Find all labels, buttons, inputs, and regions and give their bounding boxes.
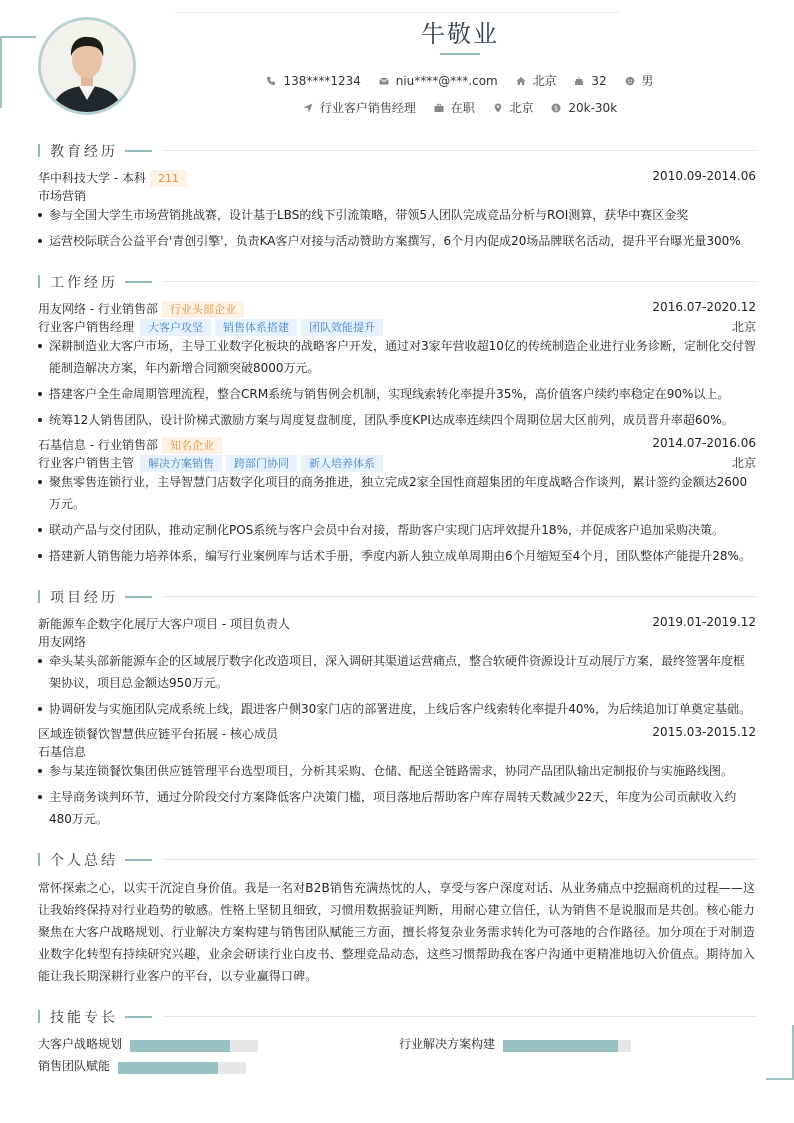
city-item: [516, 72, 557, 89]
candidate-name: 牛敬业: [421, 20, 499, 48]
position-text: 行业客户销售经理: [319, 101, 416, 115]
company-tag: 行业头部企业: [162, 301, 244, 318]
project-period: 2015.03-2015.12: [652, 725, 756, 739]
list-item: 统筹12人销售团队，设计阶梯式激励方案与周度复盘制度，团队季度KPI达成率连续四个周期位居大区前列，成员晋升率超60%。: [38, 409, 756, 431]
skill-level-bar: [503, 1040, 631, 1052]
email-item: [379, 74, 498, 88]
section-title: 工作经历: [50, 275, 118, 291]
mail-icon: [379, 76, 389, 86]
age-text: 32: [591, 74, 607, 88]
corner-decoration: [766, 1078, 794, 1080]
job-role: 行业客户销售主管: [38, 456, 135, 470]
briefcase-icon: [434, 103, 444, 113]
skill-name: 大客户战略规划: [38, 1037, 123, 1051]
cake-icon: [574, 76, 584, 86]
job-location: 北京: [731, 456, 756, 470]
salary-item: [551, 101, 617, 115]
project-org-text: 用友网络: [38, 635, 87, 649]
skill-tag: 解决方案销售: [140, 455, 222, 472]
home-icon: [516, 76, 526, 86]
phone-text: 138****1234: [283, 74, 361, 88]
list-item: 参与全国大学生市场营销挑战赛，设计基于LBS的线下引流策略，带领5人团队完成竞品分析与ROI测算，获华中赛区金奖: [38, 204, 756, 226]
section-work: [38, 272, 756, 290]
project-header: [38, 615, 756, 633]
school-name: 华中科技大学 - 本科: [38, 171, 146, 185]
target-city-text: 北京: [509, 101, 534, 115]
job-period: 2016.07-2020.12: [652, 300, 756, 314]
list-item: 搭建客户全生命周期管理流程，整合CRM系统与销售例会机制，实现线索转化率提升35%，高价值客户续约率稳定在90%以上。: [38, 383, 756, 405]
company-name: 用友网络 - 行业销售部: [38, 302, 158, 316]
section-title: 教育经历: [50, 144, 118, 160]
job-role: 行业客户销售经理: [38, 320, 135, 334]
section-summary: [38, 850, 756, 868]
list-item: 运营校际联合公益平台'青创引擎'，负责KA客户对接与活动赞助方案撰写，6个月内促成20场品牌联名活动，提升平台曝光量300%: [38, 230, 756, 252]
project-period: 2019.01-2019.12: [652, 615, 756, 629]
section-projects: [38, 587, 756, 605]
project-org: [38, 633, 756, 651]
skill-tag: 大客户攻坚: [140, 319, 211, 336]
job-role-row: [38, 318, 756, 336]
section-title: 个人总结: [50, 853, 118, 869]
send-icon: [303, 103, 313, 113]
list-item: 深耕制造业大客户市场，主导工业数字化板块的战略客户开发，通过对3家年营收超10亿的传统制造企业进行业务诊断，定制化交付智能制造解决方案，年内新增合同额突破8000万元。: [38, 335, 756, 379]
location-icon: [493, 103, 503, 113]
education-header: [38, 169, 756, 187]
money-icon: [551, 103, 561, 113]
gender-text: 男: [641, 74, 654, 88]
list-item: 牵头某头部新能源车企的区域展厅数字化改造项目，深入调研其渠道运营痛点，整合软硬件资源设计互动展厅方案，最终签署年度框架协议，项目总金额达950万元。: [38, 650, 756, 694]
contact-row: [0, 72, 794, 89]
gender-icon: [625, 76, 635, 86]
skill-tag: 销售体系搭建: [215, 319, 297, 336]
job-header: [38, 436, 756, 454]
job-location: 北京: [731, 320, 756, 334]
section-title: 项目经历: [50, 590, 118, 606]
svg-text:$: $: [554, 104, 559, 113]
section-skills: [38, 1007, 756, 1025]
list-item: 搭建新人销售能力培养体系，编写行业案例库与话术手册，季度内新人独立成单周期由6个月缩短至4个月，团队整体产能提升28%。: [38, 545, 756, 567]
status-item: [434, 99, 475, 116]
project-name: 新能源车企数字化展厅大客户项目 - 项目负责人: [38, 617, 290, 631]
skill-item: [38, 1035, 268, 1053]
salary-text: 20k-30k: [568, 101, 618, 115]
job-role-row: [38, 454, 756, 472]
job-intent-row: [0, 99, 794, 116]
name-underline: [440, 53, 480, 55]
skill-name: 行业解决方案构建: [399, 1037, 496, 1051]
section-education: [38, 141, 756, 159]
skill-tag: 跨部门协同: [226, 455, 297, 472]
skill-level-bar: [130, 1040, 258, 1052]
major-text: 市场营销: [38, 189, 87, 203]
status-text: 在职: [450, 101, 475, 115]
list-item: 联动产品与交付团队，推动定制化POS系统与客户会员中台对接，帮助客户实现门店坪效提升18%，并促成客户追加采购决策。: [38, 519, 756, 541]
target-city-item: [493, 99, 534, 116]
list-item: 协调研发与实施团队完成系统上线，跟进客户侧30家门店的部署进度，上线后客户线索转化率提升40%，为后续追加订单奠定基础。: [38, 698, 756, 720]
gender-item: [625, 72, 654, 89]
list-item: 主导商务谈判环节，通过分阶段交付方案降低客户决策门槛，项目落地后帮助客户库存周转天数减少22天，年度为公司贡献收入约480万元。: [38, 786, 756, 830]
position-item: [303, 99, 416, 116]
section-title: 技能专长: [50, 1010, 118, 1026]
list-item: 参与某连锁餐饮集团供应链管理平台选型项目，分析其采购、仓储、配送全链路需求，协同产品团队输出定制报价与实施路线图。: [38, 760, 756, 782]
skill-item: [399, 1035, 639, 1053]
school-tag: 211: [150, 170, 187, 187]
summary-text: 常怀探索之心，以实干沉淀自身价值。我是一名对B2B销售充满热忱的人，享受与客户深度对话、从业务痛点中挖掘商机的过程——这让我始终保持对行业趋势的敏感。性格上坚韧且细致，习惯用数据验证判断，用耐心建立信任，认为销售不是说服而是共创。核心能力聚焦在大客户战略规划、行业解决方案构建与销售团队赋能三方面，擅长将复杂业务需求转化为可落地的合作路径。加分项在于对制造业数字化转型有持续研究兴趣，业余会研读行业白皮书、整理竞品动态，这些习惯帮助我在客户沟通中更精准地切入价值点。期待加入能让我长期深耕行业客户的平台，以专业赢得口碑。: [38, 881, 756, 983]
project-org: [38, 743, 756, 761]
age-item: [574, 74, 606, 88]
skill-tag: 团队效能提升: [301, 319, 383, 336]
phone-icon: [266, 76, 276, 86]
education-major: [38, 187, 756, 205]
skill-item: [38, 1057, 258, 1075]
project-name: 区域连锁餐饮智慧供应链平台拓展 - 核心成员: [38, 727, 278, 741]
project-org-text: 石基信息: [38, 745, 87, 759]
job-header: [38, 300, 756, 318]
email-text: niu****@***.com: [395, 74, 498, 88]
company-tag: 知名企业: [162, 437, 222, 454]
skill-level-bar: [118, 1062, 246, 1074]
education-period: 2010.09-2014.06: [652, 169, 756, 183]
job-period: 2014.07-2016.06: [652, 436, 756, 450]
skill-name: 销售团队赋能: [38, 1059, 111, 1073]
divider: [175, 12, 620, 13]
phone-item: [266, 74, 360, 88]
skill-tag: 新人培养体系: [301, 455, 383, 472]
city-text: 北京: [532, 74, 557, 88]
company-name: 石基信息 - 行业销售部: [38, 438, 158, 452]
project-header: [38, 725, 756, 743]
list-item: 聚焦零售连锁行业，主导智慧门店数字化项目的商务推进，独立完成2家全国性商超集团的年度战略合作谈判，累计签约金额达2600万元。: [38, 471, 756, 515]
